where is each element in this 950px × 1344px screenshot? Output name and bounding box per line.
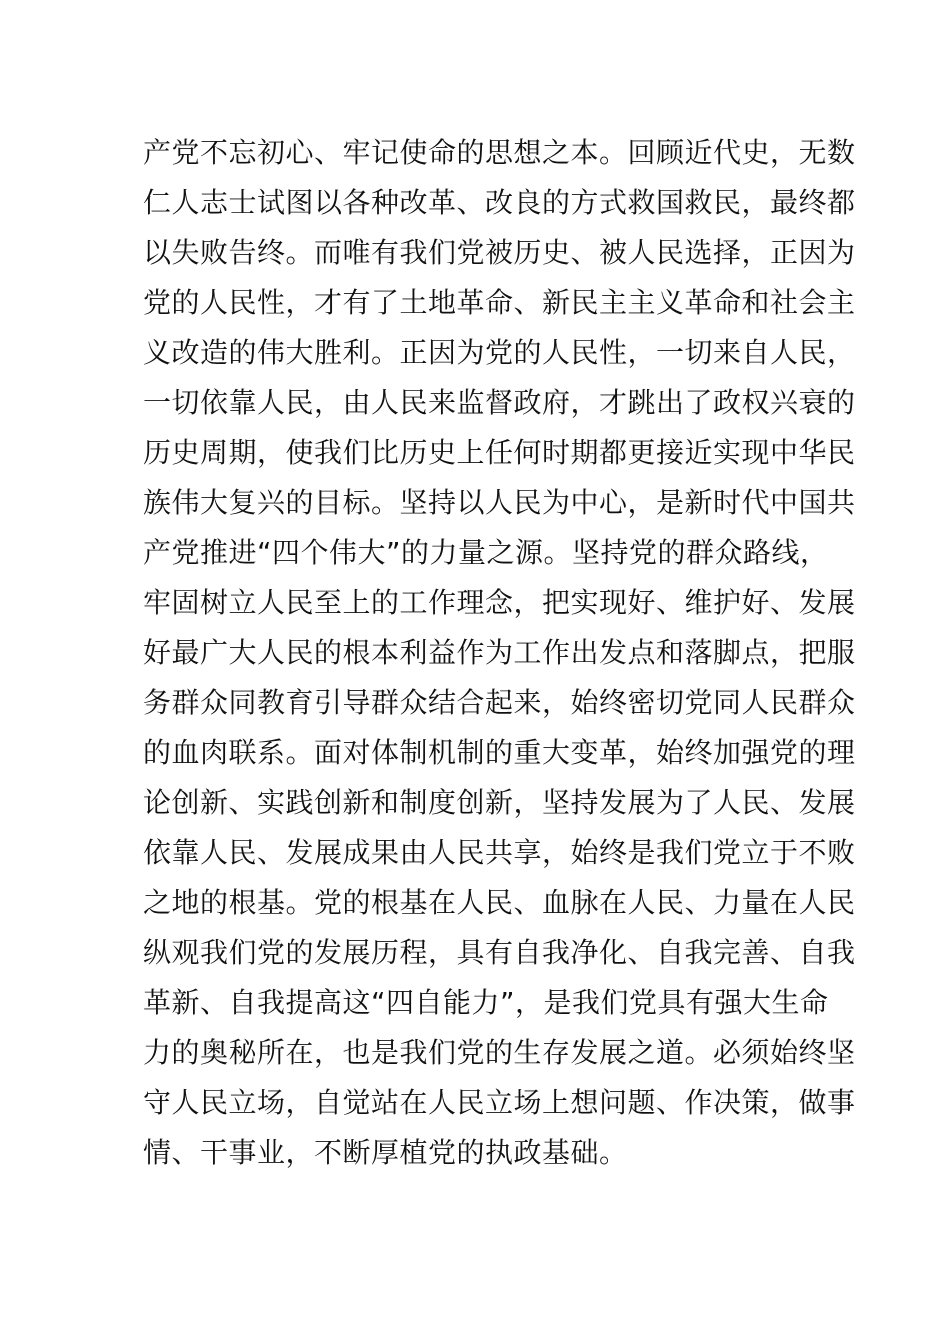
text-line: 以失败告终。而唯有我们党被历史、被人民选择，正因为	[143, 236, 856, 269]
text-line: 产党推进“四个伟大”的力量之源。坚持党的群众路线，	[143, 536, 829, 569]
text-line: 情、干事业，不断厚植党的执政基础。	[143, 1136, 628, 1169]
text-line: 牢固树立人民至上的工作理念，把实现好、维护好、发展	[143, 586, 856, 619]
body-text	[143, 128, 856, 1178]
text-line: 依靠人民、发展成果由人民共享，始终是我们党立于不败	[143, 836, 856, 869]
text-line: 的血肉联系。面对体制机制的重大变革，始终加强党的理	[143, 736, 856, 769]
text-line: 一切依靠人民，由人民来监督政府，才跳出了政权兴衰的	[143, 386, 856, 419]
text-line: 好最广大人民的根本利益作为工作出发点和落脚点，把服	[143, 636, 856, 669]
text-line: 仁人志士试图以各种改革、改良的方式救国救民，最终都	[143, 186, 856, 219]
text-line: 革新、自我提高这“四自能力”，是我们党具有强大生命	[143, 986, 829, 1019]
text-line: 力的奥秘所在，也是我们党的生存发展之道。必须始终坚	[143, 1036, 856, 1069]
text-line: 党的人民性，才有了土地革命、新民主主义革命和社会主	[143, 286, 856, 319]
text-line: 纵观我们党的发展历程，具有自我净化、自我完善、自我	[143, 936, 856, 969]
text-line: 论创新、实践创新和制度创新，坚持发展为了人民、发展	[143, 786, 856, 819]
text-line: 族伟大复兴的目标。坚持以人民为中心，是新时代中国共	[143, 486, 856, 519]
text-line: 义改造的伟大胜利。正因为党的人民性，一切来自人民，	[143, 336, 856, 369]
text-line: 产党不忘初心、牢记使命的思想之本。回顾近代史，无数	[143, 136, 856, 169]
text-line: 守人民立场，自觉站在人民立场上想问题、作决策，做事	[143, 1086, 856, 1119]
text-line: 务群众同教育引导群众结合起来，始终密切党同人民群众	[143, 686, 856, 719]
text-line: 之地的根基。党的根基在人民、血脉在人民、力量在人民	[143, 886, 856, 919]
text-line: 历史周期，使我们比历史上任何时期都更接近实现中华民	[143, 436, 856, 469]
